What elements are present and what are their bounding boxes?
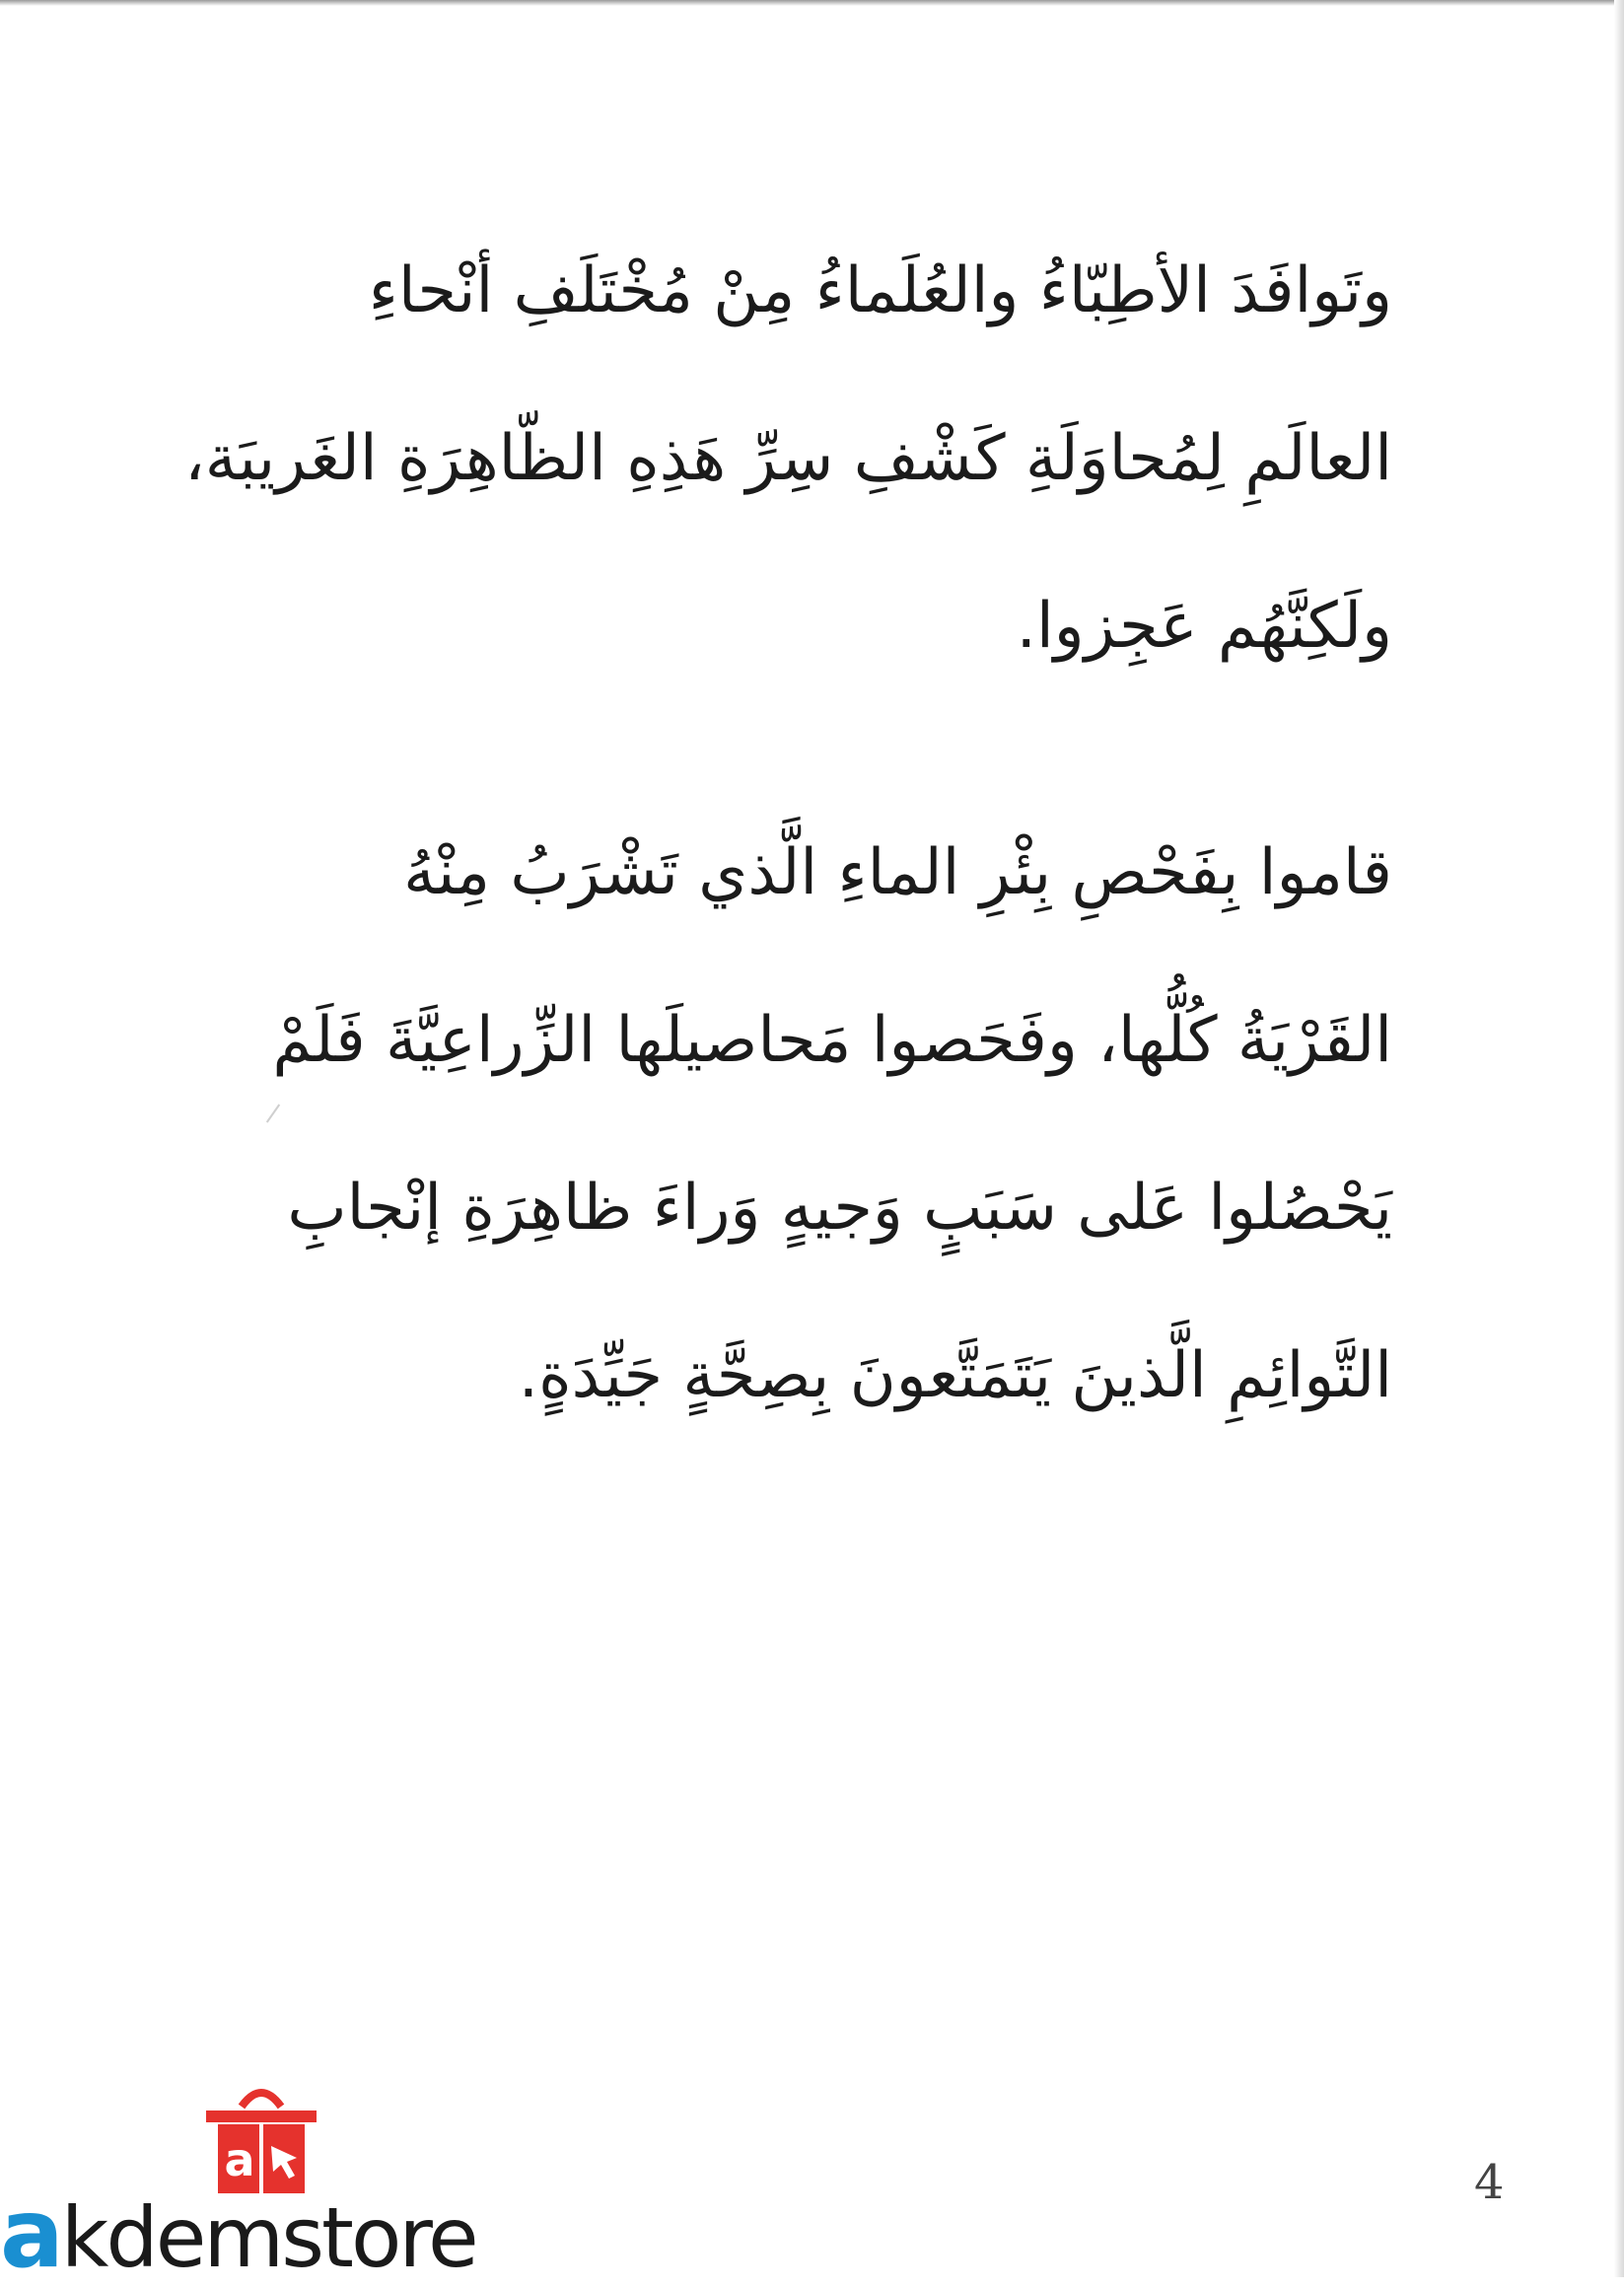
brand-first-letter: a [0,2179,61,2289]
logo-badge-letter: a [224,2133,255,2186]
text-line: قاموا بِفَحْصِ بِئْرِ الماءِ الَّذي تَشْرَبُ مِنْهُ [403,836,1392,909]
page-top-edge [0,0,1624,6]
page-right-edge [1614,0,1624,2277]
paragraph-1 [184,207,1392,710]
book-basket-icon [202,2077,320,2195]
text-line: يَحْصُلوا عَلى سَبَبٍ وَجيهٍ وَراءَ ظاهِرَةِ إنْجابِ [287,1172,1392,1245]
store-logo [0,2071,552,2289]
page-number: 4 [1474,2155,1505,2210]
text-line: العالَمِ لِمُحاوَلَةِ كَشْفِ سِرِّ هَذِهِ الظّاهِرَةِ الغَريبَة، [184,422,1392,495]
text-line: ولَكِنَّهُم عَجِزوا. [1016,590,1392,663]
brand-rest: kdemstore [60,2189,476,2286]
text-line: وتَوافَدَ الأطِبّاءُ والعُلَماءُ مِنْ مُخْتَلَفِ أنْحاءِ [368,254,1392,327]
brand-name [0,2179,476,2289]
text-line: التَّوائِمِ الَّذينَ يَتَمَتَّعونَ بِصِحَّةٍ جَيِّدَةٍ. [518,1339,1392,1412]
text-line: القَرْيَةُ كُلُّها، وفَحَصوا مَحاصيلَها الزِّراعِيَّةَ فَلَمْ [272,1004,1392,1077]
paragraph-2 [229,789,1392,1460]
